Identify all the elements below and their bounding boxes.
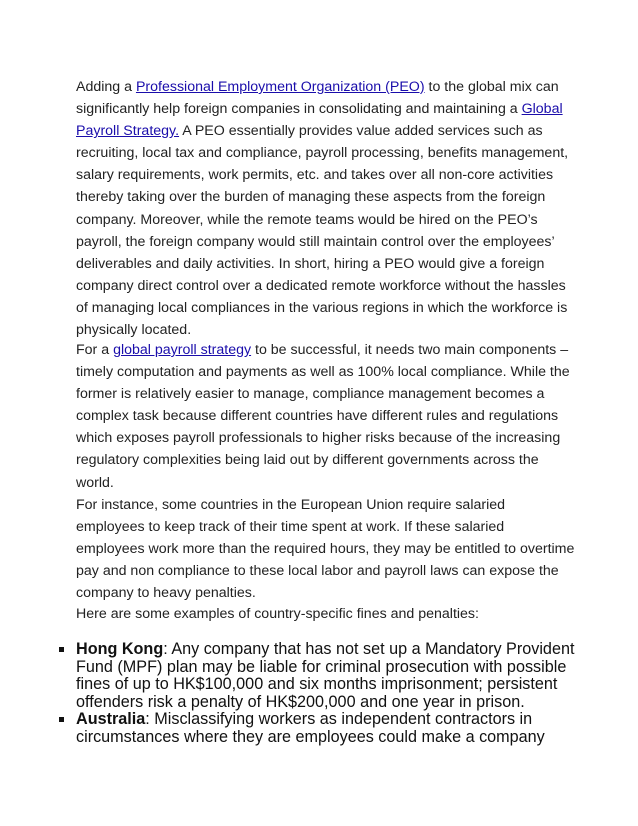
paragraph-eu-example: For instance, some countries in the European Union require salaried employees to keep track of their time spent at work. If these salaried employees work more than the required hours, they may be entitled to overtime pay and non compliance to these local labor and payroll laws can expose the company to heavy penalties.	[76, 497, 575, 602]
text: Adding a	[76, 79, 136, 95]
list-item-hong-kong	[56, 641, 584, 711]
paragraph-payroll-strategy	[76, 339, 576, 494]
paragraph-examples-intro: Here are some examples of country-specific fines and penalties:	[76, 606, 479, 622]
paragraph-peo-intro	[76, 76, 576, 341]
square-bullet-icon	[59, 647, 64, 652]
text: A PEO essentially provides value added services such as recruiting, local tax and compliance, payroll processing, benefits management, salary requirements, work permits, etc. and takes over all non-core activities thereby taking over the burden of managing these aspects from the foreign company. Moreover, while the remote teams would be hired on the PEO’s payroll, the foreign company would still maintain control over the employees’ deliverables and daily activities. In short, hiring a PEO would give a foreign company direct control over a dedicated remote workforce without the hassles of managing local compliances in the various regions in which the workforce is physically located.	[76, 123, 569, 339]
text: to the global mix can significantly help foreign companies in consolidating and maintaining a	[76, 79, 559, 118]
text: to be successful, it needs two main components – timely computation and payments as well as 100% local compliance. While the former is relatively easier to manage, compliance management becomes a complex task because different countries have different rules and regulations which exposes payroll professionals to higher risks because of the increasing regulatory complexities being laid out by different governments across the world.	[76, 342, 570, 491]
text: For a	[76, 342, 114, 358]
list-item-term: Australia	[76, 710, 146, 729]
peo-link[interactable]: Professional Employment Organization (PEO)	[135, 79, 425, 95]
global-payroll-strategy-link[interactable]: Global Payroll Strategy.	[76, 101, 563, 140]
square-bullet-icon	[59, 717, 64, 722]
list-item-text: : Misclassifying workers as independent contractors in circumstances where they are employees could make a company	[76, 710, 545, 746]
penalties-list	[56, 641, 584, 747]
list-item-australia	[56, 711, 584, 746]
global-payroll-strategy-inline-link[interactable]: global payroll strategy	[113, 342, 252, 358]
list-item-text: : Any company that has not set up a Mandatory Provident Fund (MPF) plan may be liable for criminal prosecution with possible fines of up to HK$100,000 and six months imprisonment; persistent offenders risk a penalty of HK$200,000 and one year in prison.	[76, 640, 575, 711]
list-item-term: Hong Kong	[76, 640, 164, 658]
